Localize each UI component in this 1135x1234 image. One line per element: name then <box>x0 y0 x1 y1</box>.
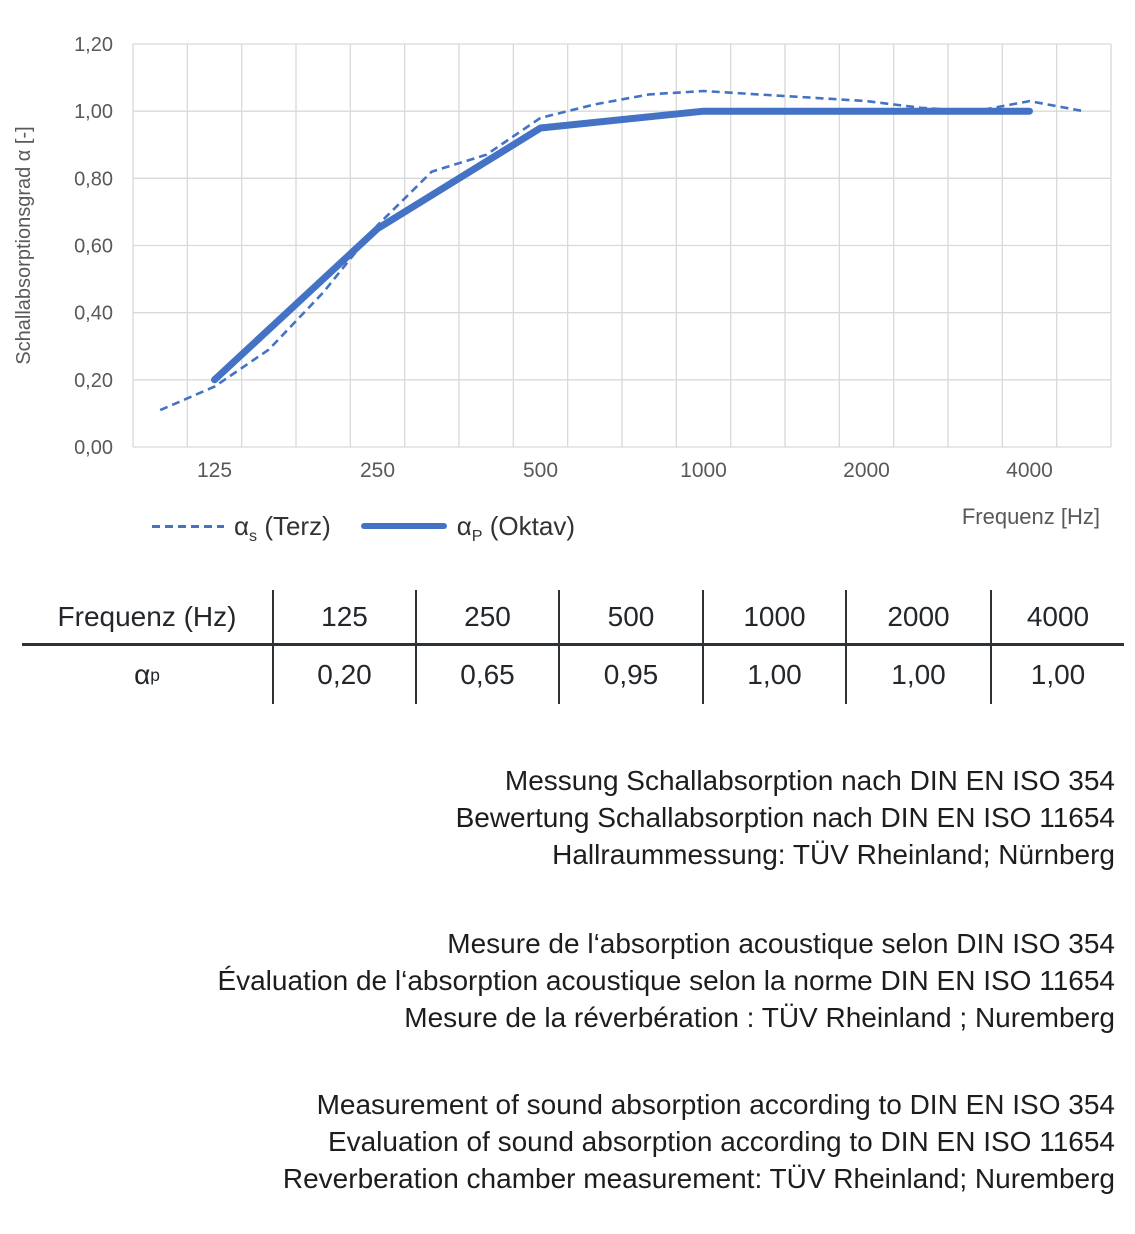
note-line: Mesure de l‘absorption acoustique selon DIN ISO 354 <box>447 928 1115 959</box>
note-line: Reverberation chamber measurement: TÜV Rheinland; Nuremberg <box>282 1163 1115 1194</box>
y-tick-label: 0,20 <box>74 369 113 392</box>
y-tick-label: 1,20 <box>74 34 113 56</box>
note-line: Evaluation of sound absorption according to DIN EN ISO 11654 <box>327 1126 1115 1157</box>
table-header-cell: 250 <box>415 590 558 646</box>
dashed-line-swatch <box>152 525 224 528</box>
note-line: Hallraummessung: TÜV Rheinland; Nürnberg <box>552 839 1115 870</box>
table-header-cell: Frequenz (Hz) <box>22 590 272 646</box>
legend-item-terz <box>152 510 331 545</box>
chart-legend <box>152 504 1135 548</box>
frequency-table <box>22 590 1124 704</box>
solid-line-swatch <box>361 523 447 529</box>
table-value-cell: 1,00 <box>990 646 1124 704</box>
legend-item-oktav <box>361 510 575 545</box>
table-value-cell: 1,00 <box>845 646 990 704</box>
notes-english <box>0 1086 1135 1197</box>
note-line: Mesure de la réverbération : TÜV Rheinland ; Nuremberg <box>404 1002 1115 1033</box>
x-tick-label: 125 <box>196 459 233 482</box>
x-tick-label: 500 <box>522 459 559 482</box>
table-header-cell: 2000 <box>845 590 990 646</box>
table-header-cell: 500 <box>558 590 702 646</box>
table-header-cell: 125 <box>272 590 415 646</box>
y-tick-label: 0,80 <box>74 168 113 191</box>
y-tick-label: 0,40 <box>74 302 113 325</box>
note-line: Bewertung Schallabsorption nach DIN EN ISO 11654 <box>455 802 1115 833</box>
notes-french <box>0 925 1135 1036</box>
table-header-cell: 1000 <box>702 590 845 646</box>
legend-label-terz: $\alpha_s$ (Terz) <box>234 510 331 545</box>
x-axis-title: Frequenz [Hz] <box>961 504 1100 529</box>
table-header-cell: 4000 <box>990 590 1124 646</box>
x-tick-label: 2000 <box>843 459 890 482</box>
notes-german <box>0 762 1135 873</box>
x-tick-label: 4000 <box>1006 459 1053 482</box>
y-axis-title: Schallabsorptionsgrad α [-] <box>13 126 35 365</box>
table-value-cell: 0,95 <box>558 646 702 704</box>
y-tick-label: 0,00 <box>74 437 113 459</box>
table-row-label: α p <box>134 659 160 690</box>
legend-label-oktav: $\alpha_P$ (Oktav) <box>456 510 575 545</box>
table-value-cell: 0,20 <box>272 646 415 704</box>
chart-section <box>0 0 1135 552</box>
table-value-cell: 1,00 <box>702 646 845 704</box>
absorption-chart <box>0 0 1135 500</box>
x-tick-label: 1000 <box>680 459 727 482</box>
note-line: Évaluation de l‘absorption acoustique selon la norme DIN EN ISO 11654 <box>217 965 1115 996</box>
note-line: Messung Schallabsorption nach DIN EN ISO 354 <box>504 765 1115 796</box>
note-line: Measurement of sound absorption according to DIN EN ISO 354 <box>316 1089 1115 1120</box>
y-tick-label: 1,00 <box>74 101 113 124</box>
x-tick-label: 250 <box>359 459 396 482</box>
table-value-cell: 0,65 <box>415 646 558 704</box>
y-tick-label: 0,60 <box>74 235 113 258</box>
